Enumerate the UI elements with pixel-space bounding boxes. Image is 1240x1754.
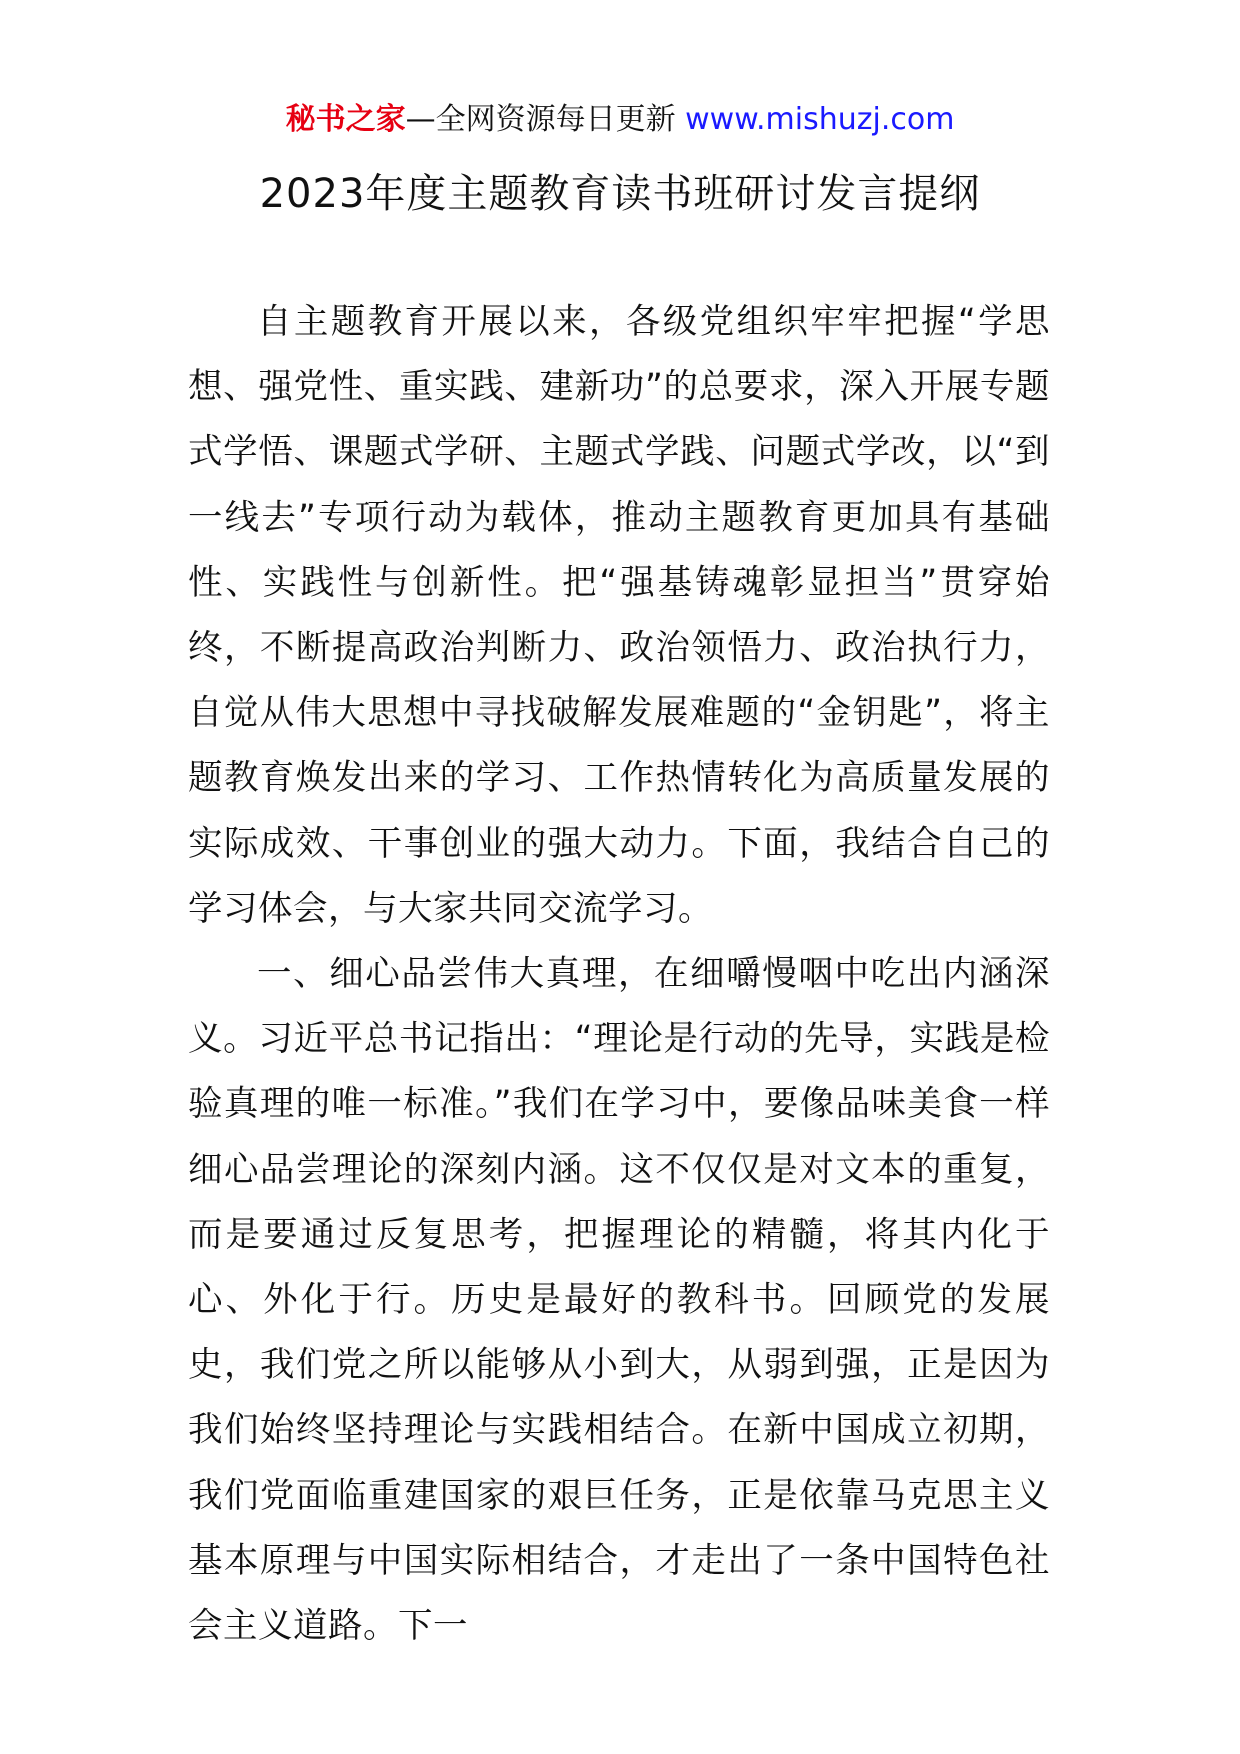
site-url-link[interactable]: www.mishuzj.com bbox=[685, 102, 955, 137]
document-title: 2023年度主题教育读书班研讨发言提纲 bbox=[259, 171, 981, 217]
section-one-paragraph bbox=[188, 942, 1050, 1659]
brand-name: 秘书之家 bbox=[285, 102, 406, 137]
section-one-heading: 一、细心品尝伟大真理，在细嚼慢咽中吃出内涵深义。 bbox=[188, 954, 1050, 1060]
section-one-text: 习近平总书记指出：“理论是行动的先导，实践是检验真理的唯一标准。”我们在学习中，要像品味美食一样细心品尝理论的深刻内涵。这不仅仅是对文本的重复，而是要通过反复思考，把握理论的精髓，将其内化于心、外化于行。历史是最好的教科书。回顾党的发展史，我们党之所以能够从小到大，从弱到强，正是因为我们始终坚持理论与实践相结合。在新中国成立初期，我们党面临重建国家的艰巨任务，正是依靠马克思主义基本原理与中国实际相结合，才走出了一条中国特色社会主义道路。下一 bbox=[188, 1019, 1051, 1647]
header-tagline: —全网资源每日更新 bbox=[405, 102, 676, 137]
document-body bbox=[188, 290, 1050, 1659]
site-header bbox=[0, 100, 1240, 140]
intro-paragraph bbox=[188, 290, 1050, 942]
intro-paragraph-text: 自主题教育开展以来，各级党组织牢牢把握“学思想、强党性、重实践、建新功”的总要求，深入开展专题式学悟、课题式学研、主题式学践、问题式学改，以“到一线去”专项行动为载体，推动主题教育更加具有基础性、实践性与创新性。把“强基铸魂彰显担当”贯穿始终，不断提高政治判断力、政治领悟力、政治执行力，自觉从伟大思想中寻找破解发展难题的“金钥匙”，将主题教育焕发出来的学习、工作热情转化为高质量发展的实际成效、干事创业的强大动力。下面，我结合自己的学习体会，与大家共同交流学习。 bbox=[188, 302, 1050, 929]
